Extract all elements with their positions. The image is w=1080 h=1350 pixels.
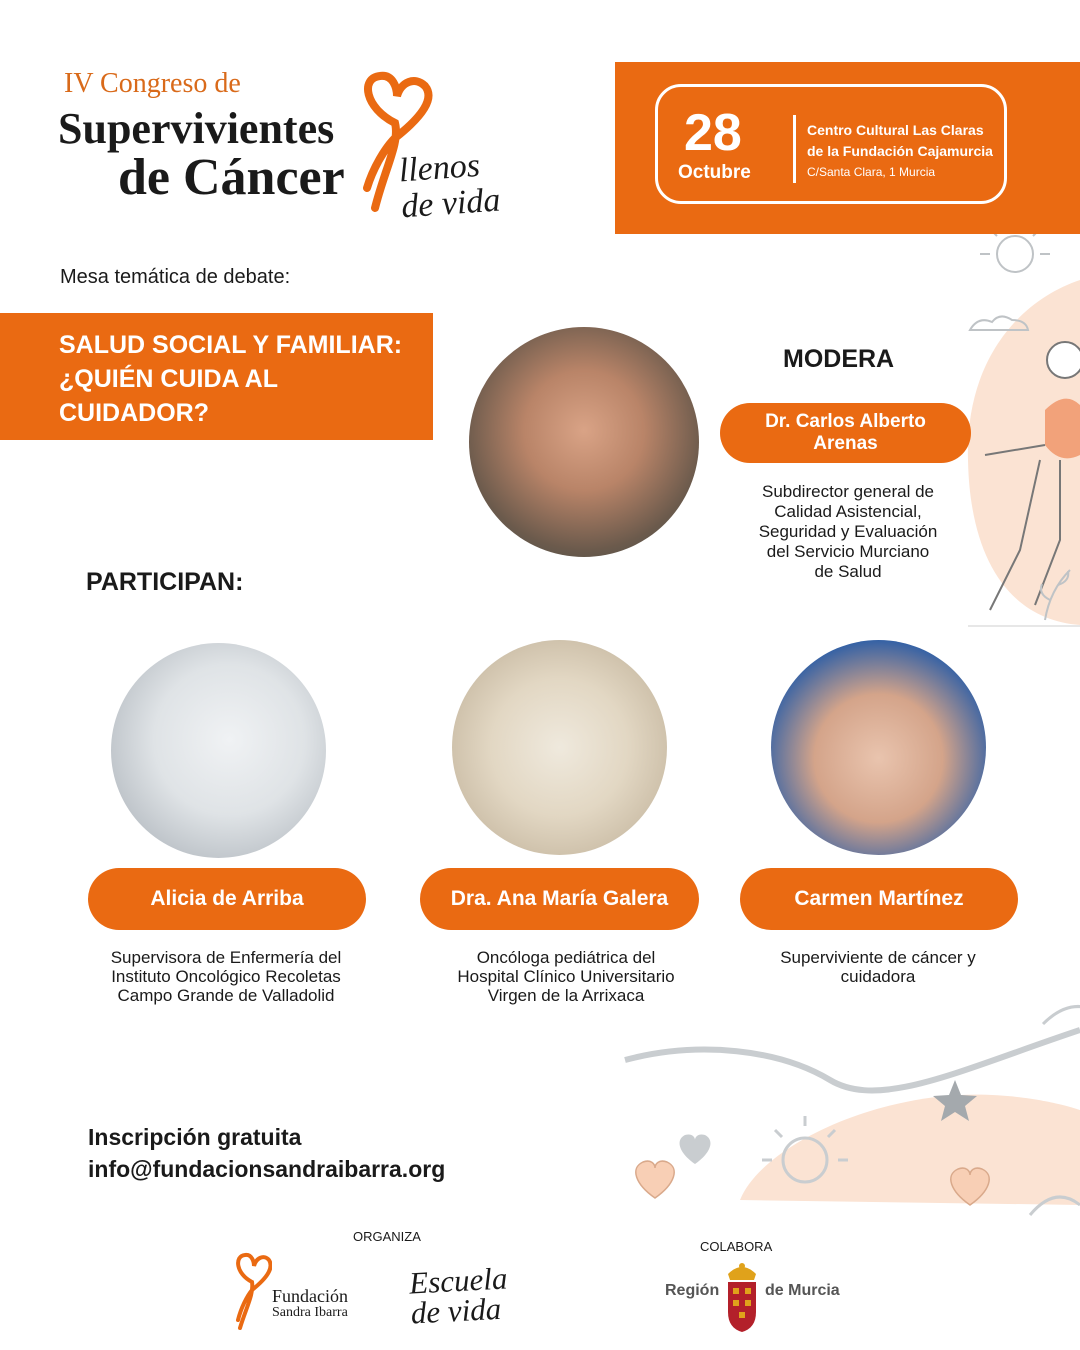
escuela-line1: Escuela xyxy=(408,1260,509,1301)
participant-name-badge-2: Dra. Ana María Galera xyxy=(420,868,699,930)
participant-3-desc-line1: Superviviente de cáncer y xyxy=(780,948,976,967)
escuela-line2: de vida xyxy=(409,1290,503,1331)
moderator-description xyxy=(728,482,968,582)
topic-line3: CUIDADOR? xyxy=(59,399,209,427)
moderator-desc-line4: del Servicio Murciano xyxy=(766,542,930,561)
modera-heading: MODERA xyxy=(783,345,895,373)
moderator-desc-line3: Seguridad y Evaluación xyxy=(758,522,938,541)
plant-icon xyxy=(1041,570,1070,620)
fundacion-name-line2: Sandra Ibarra xyxy=(272,1305,348,1320)
fundacion-ribbon-heart-icon xyxy=(232,1250,272,1330)
colabora-label: COLABORA xyxy=(700,1239,773,1254)
congress-title-line2: de Cáncer xyxy=(118,149,345,206)
moderator-name-badge xyxy=(720,403,971,463)
participant-name-badge-3: Carmen Martínez xyxy=(740,868,1018,930)
peach-blob-bottom xyxy=(740,1095,1080,1205)
region-murcia-shield-icon xyxy=(722,1258,762,1334)
moderator-photo xyxy=(469,327,699,557)
fundacion-name-line1: Fundación xyxy=(272,1286,348,1306)
moderator-desc-line1: Subdirector general de xyxy=(761,482,934,501)
participant-1-desc-line3: Campo Grande de Valladolid xyxy=(117,986,335,1005)
grey-wave xyxy=(625,1030,1080,1090)
slogan-line2: de vida xyxy=(400,181,502,226)
congress-prefix: IV Congreso de xyxy=(64,68,241,99)
participant-photo-1 xyxy=(111,643,326,858)
region-label-left: Región xyxy=(665,1282,720,1299)
participant-name-badge-1: Alicia de Arriba xyxy=(88,868,366,930)
heart-icon-peach-left xyxy=(636,1161,674,1198)
arc-bottom-right xyxy=(1030,1197,1080,1215)
participant-description-3 xyxy=(740,948,1016,986)
participant-1-desc-line1: Supervisora de Enfermería del xyxy=(110,948,342,967)
participant-photo-2 xyxy=(452,640,667,855)
cloud-icon-top xyxy=(970,316,1028,330)
congress-title-line1: Supervivientes xyxy=(58,104,335,153)
participant-3-desc-line2: cuidadora xyxy=(840,967,916,986)
heart-icon-grey xyxy=(680,1134,711,1164)
participant-description-2 xyxy=(418,948,714,1005)
sun-icon-bottom xyxy=(762,1116,848,1182)
participant-photo-3 xyxy=(771,640,986,855)
star-icon xyxy=(933,1080,977,1121)
organiza-label: ORGANIZA xyxy=(353,1229,421,1244)
event-day: 28 xyxy=(684,104,742,162)
participant-description-1 xyxy=(80,948,372,1005)
event-month: Octubre xyxy=(678,162,751,183)
moderator-desc-line5: de Salud xyxy=(814,562,882,581)
region-label-right: de Murcia xyxy=(765,1282,840,1299)
topic-line2: ¿QUIÉN CUIDA AL xyxy=(59,365,278,393)
date-separator xyxy=(793,115,796,183)
heart-icon-peach-right xyxy=(951,1168,989,1205)
slogan-line1: llenos xyxy=(397,146,482,190)
mesa-label: Mesa temática de debate: xyxy=(60,266,291,288)
slogan xyxy=(398,147,502,226)
participant-2-desc-line3: Virgen de la Arrixaca xyxy=(487,986,645,1005)
venue-line2: de la Fundación Cajamurcia xyxy=(807,143,993,159)
venue-address: C/Santa Clara, 1 Murcia xyxy=(807,165,936,179)
peach-blob-top-right xyxy=(968,280,1080,625)
moderator-name-line1: Dr. Carlos Alberto xyxy=(765,411,926,432)
participants-heading: PARTICIPAN: xyxy=(86,568,244,596)
participant-2-desc-line2: Hospital Clínico Universitario xyxy=(457,967,675,986)
arc-top-right xyxy=(1043,1007,1080,1025)
moderator-desc-line2: Calidad Asistencial, xyxy=(774,502,922,521)
walking-person-illustration xyxy=(985,342,1080,610)
participant-1-desc-line2: Instituto Oncológico Recoletas xyxy=(111,967,341,986)
participant-2-desc-line1: Oncóloga pediátrica del xyxy=(476,948,656,967)
registration-label: Inscripción gratuita xyxy=(88,1124,302,1150)
venue-line1: Centro Cultural Las Claras xyxy=(807,122,984,138)
moderator-name-line2: Arenas xyxy=(813,433,878,454)
topic-line1: SALUD SOCIAL Y FAMILIAR: xyxy=(59,331,403,359)
registration-email[interactable]: info@fundacionsandraibarra.org xyxy=(88,1156,446,1182)
escuela-de-vida-logo xyxy=(408,1260,509,1331)
